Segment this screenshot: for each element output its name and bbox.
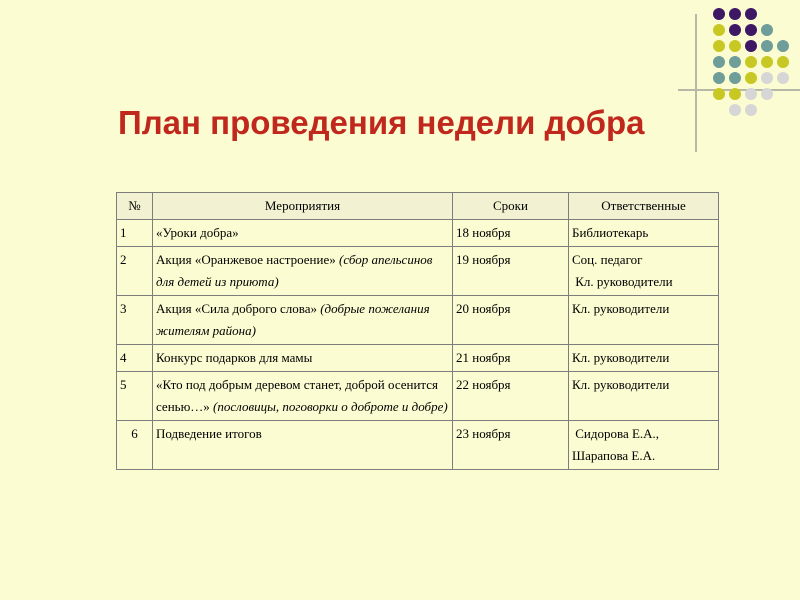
row-event [153,220,453,247]
responsible-line: Сидорова Е.А., [572,426,660,441]
decor-dot [713,24,725,36]
row-event [153,421,453,470]
decor-dot [729,56,741,68]
decor-dot [713,40,725,52]
decor-dot [745,8,757,20]
decor-dot [729,8,741,20]
responsible-line: Кл. руководители [572,350,670,365]
decor-dot [729,88,741,100]
row-responsible [569,296,719,345]
table-row [117,421,719,470]
row-event [153,247,453,296]
decor-dot [777,40,789,52]
row-event [153,345,453,372]
row-date: 23 ноября [453,421,569,470]
event-text: Подведение итогов [156,426,262,441]
row-responsible [569,247,719,296]
header-events: Мероприятия [153,193,453,220]
table-row [117,247,719,296]
decor-dot [761,24,773,36]
event-text: «Кто под добрым деревом станет, доброй осенится сенью…» [156,377,439,414]
event-note: (сбор апельсинов для детей из приюта) [156,252,433,289]
page-title: План проведения недели добра [118,104,645,141]
decor-dot [729,104,741,116]
event-note: (добрые пожелания жителям района) [156,301,430,338]
row-date: 20 ноября [453,296,569,345]
decor-dot [713,72,725,84]
decor-vertical-line [695,14,697,152]
table-row [117,296,719,345]
decor-dot [761,40,773,52]
decor-dot [729,72,741,84]
event-text: Конкурс подарков для мамы [156,350,313,365]
events-table [116,192,719,470]
row-number: 5 [117,372,153,421]
event-note: (пословицы, поговорки о доброте и добре) [213,399,448,414]
responsible-line: Шарапова Е.А. [572,448,656,463]
event-text: «Уроки добра» [156,225,239,240]
responsible-line: Соц. педагог [572,252,643,267]
row-date: 21 ноября [453,345,569,372]
responsible-line: Кл. руководители [572,274,673,289]
row-responsible [569,421,719,470]
row-number: 6 [117,421,153,470]
header-dates: Сроки [453,193,569,220]
decor-dot [713,88,725,100]
decor-dot [745,24,757,36]
decor-dot [729,40,741,52]
decor-dot [777,56,789,68]
decor-dot [713,56,725,68]
decor-dot [745,56,757,68]
decor-dot [777,72,789,84]
row-number: 1 [117,220,153,247]
row-date: 22 ноября [453,372,569,421]
row-responsible [569,372,719,421]
table-row [117,372,719,421]
row-event [153,296,453,345]
row-number: 4 [117,345,153,372]
row-responsible [569,345,719,372]
responsible-line: Кл. руководители [572,301,670,316]
row-responsible [569,220,719,247]
decor-dot [745,104,757,116]
decor-dot [745,40,757,52]
decor-dot [729,24,741,36]
header-number: № [117,193,153,220]
row-date: 18 ноября [453,220,569,247]
row-number: 2 [117,247,153,296]
decor-dot [745,88,757,100]
table-row [117,220,719,247]
responsible-line: Библиотекарь [572,225,649,240]
decor-dot-grid [708,8,800,128]
decor-dot [761,88,773,100]
decor-dot [745,72,757,84]
row-date: 19 ноября [453,247,569,296]
header-responsible: Ответственные [569,193,719,220]
responsible-line: Кл. руководители [572,377,670,392]
decor-dot [713,8,725,20]
row-event [153,372,453,421]
event-text: Акция «Сила доброго слова» [156,301,317,316]
decor-dot [761,56,773,68]
decor-dot [761,72,773,84]
table-header-row [117,193,719,220]
table-row [117,345,719,372]
row-number: 3 [117,296,153,345]
event-text: Акция «Оранжевое настроение» [156,252,336,267]
